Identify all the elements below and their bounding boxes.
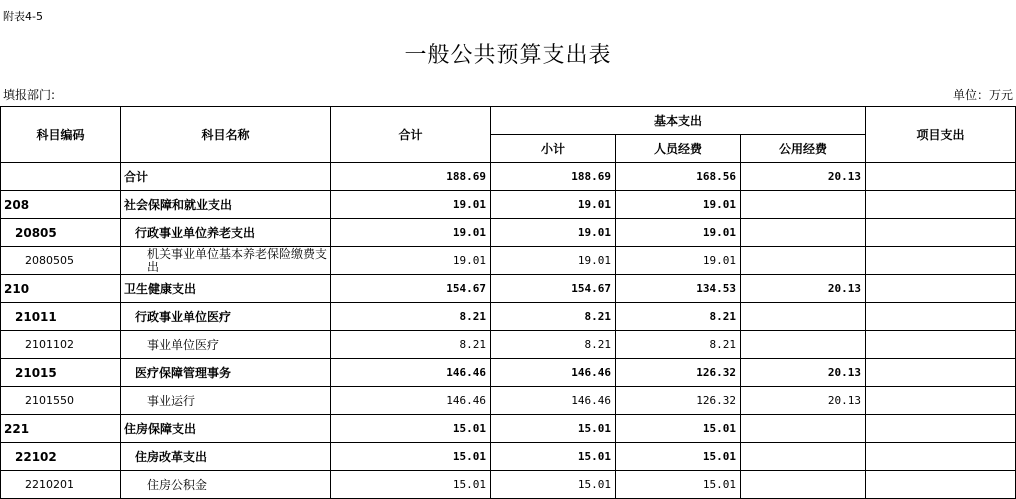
table-row: [1, 443, 1016, 471]
table-body: [1, 163, 1016, 499]
row-subtotal: 146.46: [491, 359, 616, 387]
row-public: [741, 219, 866, 247]
row-total: 154.67: [331, 275, 491, 303]
row-name: 行政事业单位养老支出: [121, 219, 331, 247]
annex-label: 附表4-5: [3, 10, 43, 23]
row-public: 20.13: [741, 163, 866, 191]
row-subtotal: 15.01: [491, 471, 616, 499]
row-personnel: 8.21: [616, 331, 741, 359]
row-personnel: 19.01: [616, 191, 741, 219]
table-row: [1, 415, 1016, 443]
row-name: 事业单位医疗: [121, 331, 331, 359]
row-name: 住房改革支出: [121, 443, 331, 471]
row-project: [866, 387, 1016, 415]
header-personnel: 人员经费: [616, 135, 741, 163]
row-project: [866, 163, 1016, 191]
row-subtotal: 15.01: [491, 443, 616, 471]
row-name: 住房公积金: [121, 471, 331, 499]
row-public: 20.13: [741, 387, 866, 415]
budget-table: [0, 106, 1016, 499]
row-code: 221: [1, 415, 121, 443]
row-total: 19.01: [331, 247, 491, 275]
table-row: [1, 219, 1016, 247]
row-total: 146.46: [331, 359, 491, 387]
row-name: 机关事业单位基本养老保险缴费支出: [121, 247, 331, 275]
row-subtotal: 146.46: [491, 387, 616, 415]
header-row-1: [1, 107, 1016, 135]
header-basic: 基本支出: [491, 107, 866, 135]
row-project: [866, 359, 1016, 387]
row-code: 210: [1, 275, 121, 303]
row-subtotal: 188.69: [491, 163, 616, 191]
row-code: [1, 163, 121, 191]
row-personnel: 15.01: [616, 471, 741, 499]
row-subtotal: 19.01: [491, 219, 616, 247]
table-row: [1, 303, 1016, 331]
department-label: 填报部门:: [3, 88, 56, 102]
row-total: 8.21: [331, 331, 491, 359]
row-subtotal: 19.01: [491, 247, 616, 275]
row-personnel: 168.56: [616, 163, 741, 191]
row-name: 行政事业单位医疗: [121, 303, 331, 331]
row-public: 20.13: [741, 359, 866, 387]
row-project: [866, 247, 1016, 275]
row-code: 2210201: [1, 471, 121, 499]
row-subtotal: 8.21: [491, 331, 616, 359]
row-personnel: 15.01: [616, 443, 741, 471]
row-personnel: 19.01: [616, 219, 741, 247]
unit-label: 单位：万元: [952, 88, 1013, 102]
row-name: 社会保障和就业支出: [121, 191, 331, 219]
row-name: 医疗保障管理事务: [121, 359, 331, 387]
page-title: 一般公共预算支出表: [404, 43, 612, 68]
row-name: 住房保障支出: [121, 415, 331, 443]
row-project: [866, 471, 1016, 499]
row-code: 208: [1, 191, 121, 219]
row-total: 8.21: [331, 303, 491, 331]
row-total: 146.46: [331, 387, 491, 415]
row-project: [866, 303, 1016, 331]
table-row: [1, 471, 1016, 499]
row-total: 15.01: [331, 471, 491, 499]
row-subtotal: 8.21: [491, 303, 616, 331]
row-personnel: 15.01: [616, 415, 741, 443]
row-code: 2101550: [1, 387, 121, 415]
row-code: 20805: [1, 219, 121, 247]
table-row: [1, 331, 1016, 359]
row-total: 15.01: [331, 415, 491, 443]
table-row: [1, 387, 1016, 415]
row-public: [741, 331, 866, 359]
header-public: 公用经费: [741, 135, 866, 163]
row-public: [741, 471, 866, 499]
row-public: [741, 443, 866, 471]
row-name: 合计: [121, 163, 331, 191]
row-code: 21011: [1, 303, 121, 331]
row-name: 事业运行: [121, 387, 331, 415]
header-total: 合计: [331, 107, 491, 163]
header-name: 科目名称: [121, 107, 331, 163]
header-project: 项目支出: [866, 107, 1016, 163]
table-row: [1, 163, 1016, 191]
row-project: [866, 415, 1016, 443]
row-personnel: 134.53: [616, 275, 741, 303]
row-total: 188.69: [331, 163, 491, 191]
row-project: [866, 191, 1016, 219]
row-project: [866, 219, 1016, 247]
row-public: 20.13: [741, 275, 866, 303]
table-row: [1, 359, 1016, 387]
row-subtotal: 19.01: [491, 191, 616, 219]
table-row: [1, 247, 1016, 275]
row-public: [741, 191, 866, 219]
row-subtotal: 154.67: [491, 275, 616, 303]
header-code: 科目编码: [1, 107, 121, 163]
row-total: 19.01: [331, 191, 491, 219]
row-public: [741, 303, 866, 331]
header-subtotal: 小计: [491, 135, 616, 163]
row-code: 22102: [1, 443, 121, 471]
row-personnel: 8.21: [616, 303, 741, 331]
row-code: 2080505: [1, 247, 121, 275]
row-project: [866, 443, 1016, 471]
row-code: 2101102: [1, 331, 121, 359]
row-code: 21015: [1, 359, 121, 387]
row-subtotal: 15.01: [491, 415, 616, 443]
row-personnel: 126.32: [616, 359, 741, 387]
table-row: [1, 275, 1016, 303]
row-project: [866, 275, 1016, 303]
row-total: 19.01: [331, 219, 491, 247]
row-name: 卫生健康支出: [121, 275, 331, 303]
row-public: [741, 247, 866, 275]
table-row: [1, 191, 1016, 219]
row-project: [866, 331, 1016, 359]
row-personnel: 126.32: [616, 387, 741, 415]
row-total: 15.01: [331, 443, 491, 471]
row-public: [741, 415, 866, 443]
row-personnel: 19.01: [616, 247, 741, 275]
